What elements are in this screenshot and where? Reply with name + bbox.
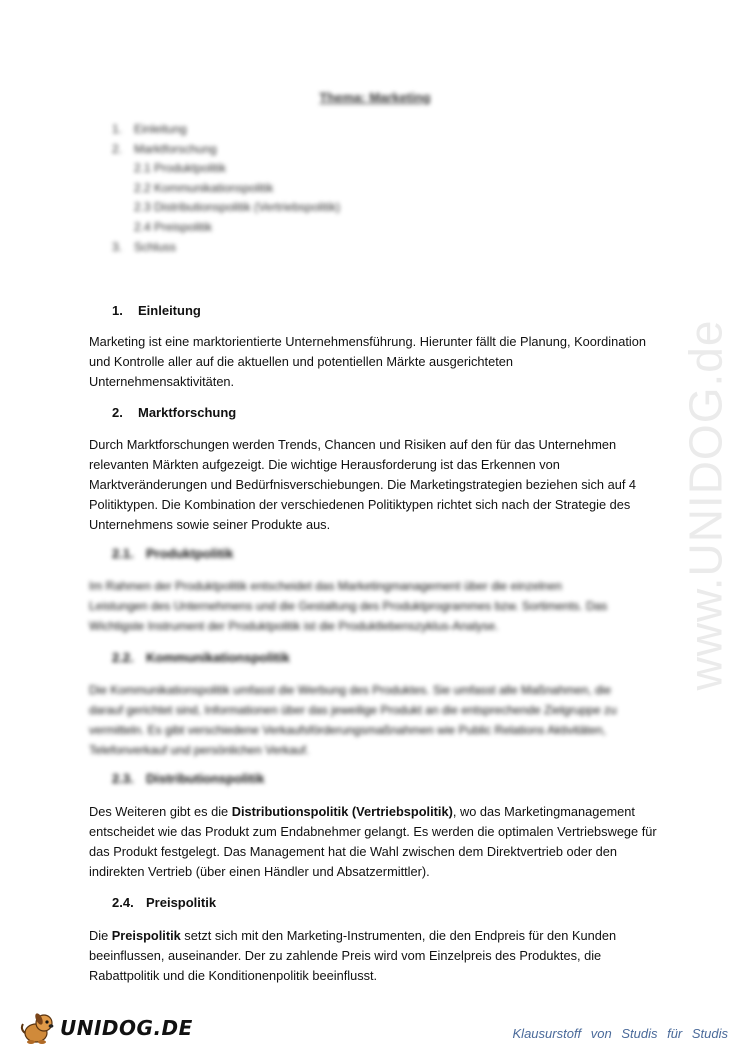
toc-item: 1. Einleitung bbox=[112, 122, 187, 136]
watermark bbox=[660, 270, 750, 740]
section-heading-preispolitik: 2.4. Preispolitik bbox=[112, 895, 217, 910]
footer-tagline: Klausurstoff von Studis für Studis bbox=[512, 1026, 728, 1041]
section-heading-produktpolitik: 2.1. Produktpolitik bbox=[112, 546, 234, 561]
paragraph-kommunikationspolitik: Die Kommunikationspolitik umfasst die Werbung des Produktes. Sie umfasst alle Maßnahmen, die darauf gerichtet sind, Informationen über das jeweilige Produkt an die entsprechende Zielgruppe zu vermitteln. Es gibt verschiedene Verkaufsförderungsmaßnahmen wie Public Relations Aktivitäten, Telefonverkauf und persönlichen Verkauf. bbox=[89, 683, 617, 757]
toc-item: 3. Schluss bbox=[112, 239, 177, 254]
dog-mascot-icon bbox=[20, 1011, 58, 1045]
logo-text: UNIDOG.DE bbox=[60, 1016, 193, 1040]
paragraph-distributionspolitik: Des Weiteren gibt es die Distributionspolitik (Vertriebspolitik), wo das Marketingmanagement entscheidet wie das Produkt zum Endabnehmer gelangt. Es werden die optimalen Vertriebswege für das Produkt festgelegt. Das Management hat die Wahl zwischen dem Direktvertrieb oder den indirekten Vertrieb (über einen Händler und Absatzermittler). bbox=[89, 804, 657, 879]
toc-item: 2.3 Distributionspolitik (Vertriebspolitik) bbox=[134, 200, 341, 215]
toc-item: 2.4 Preispolitik bbox=[134, 219, 213, 234]
document-title: Thema: Marketing bbox=[319, 90, 431, 105]
toc-item: 2. Marktforschung bbox=[112, 141, 217, 156]
table-of-contents bbox=[112, 120, 340, 257]
paragraph-produktpolitik: Im Rahmen der Produktpolitik entscheidet das Marketingmanagement über die einzelnen Leistungen des Unternehmens und die Gestaltung des Produktprogrammes bzw. Sortiments. Das Wichtigste Instrument der Produktpolitik ist die Produktlebenszyklus-Analyse. bbox=[89, 579, 608, 633]
section-heading-distributionspolitik: 2.3. Distributionspolitik bbox=[112, 771, 265, 786]
section-heading-kommunikationspolitik: 2.2. Kommunikationspolitik bbox=[112, 650, 290, 665]
paragraph-preispolitik: Die Preispolitik setzt sich mit den Marketing-Instrumenten, die den Endpreis für den Kunden beeinflussen, auseinander. Der zu zahlende Preis wird vom Einzelpreis des Produktes, die Rabattpolitik und die Konditionenpolitik beeinflusst. bbox=[89, 928, 617, 983]
watermark-text: www.UNIDOG.de bbox=[679, 319, 732, 691]
toc-item: 2.2 Kommunikationspolitik bbox=[134, 180, 274, 195]
paragraph-einleitung: Marketing ist eine marktorientierte Unternehmensführung. Hierunter fällt die Planung, Koordination und Kontrolle aller auf die aktuellen und potentiellen Märkte ausgerichteten Unternehmensaktivitäten. bbox=[89, 334, 646, 389]
unidog-logo[interactable] bbox=[20, 1008, 193, 1048]
section-heading-einleitung: 1. Einleitung bbox=[112, 303, 201, 318]
toc-item: 2.1 Produktpolitik bbox=[134, 161, 227, 176]
section-heading-marktforschung: 2. Marktforschung bbox=[112, 405, 237, 420]
paragraph-marktforschung: Durch Marktforschungen werden Trends, Chancen und Risiken auf den für das Unternehmen relevanten Märkten aufgezeigt. Die wichtige Herausforderung ist das Erkennen von Marktveränderungen und Bedürfnisverschiebungen. Die Marketingstrategien beziehen sich auf 4 Politiktypen. Die Kombination der verschiedenen Politiktypen richtet sich nach der Strategie des Unternehmens sowie seiner Produkte aus. bbox=[89, 437, 637, 532]
